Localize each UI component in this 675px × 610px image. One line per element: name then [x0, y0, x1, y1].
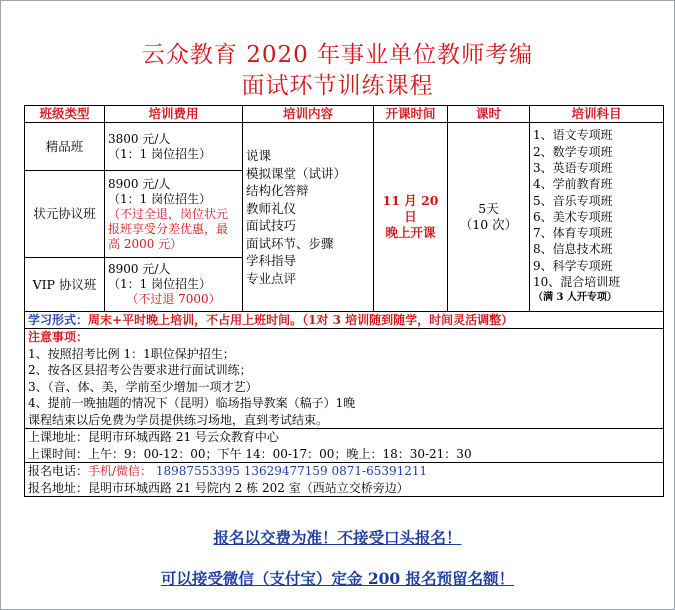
class-name: 状元协议班 — [25, 171, 105, 258]
class-time: 上课时间：上午：9：00-12：00；下午 14：00-17：00；晚上：18：30-21：30 — [28, 446, 472, 461]
header-fee: 培训费用 — [105, 106, 243, 123]
fee-price: 3800 元/人 — [108, 131, 171, 146]
start-time — [374, 123, 448, 312]
subject-item: 1、语文专项班 — [533, 128, 613, 143]
subject-item: 9、科学专项班 — [533, 258, 613, 273]
phone-label: 报名电话： — [28, 464, 89, 478]
footer-link-deposit[interactable]: 可以接受微信（支付宝）定金 200 报名预留名额！ — [160, 569, 515, 588]
fee-price: 8900 元/人 — [108, 176, 171, 191]
fee-slot: （1：1 岗位招生） — [108, 191, 212, 206]
fee-note: （不过全退，岗位状元报班享受分差优惠，最高 2000 元） — [108, 206, 229, 251]
signup-row — [25, 463, 664, 497]
page-subtitle: 面试环节训练课程 — [241, 73, 434, 99]
study-form-text: 周末+平时晚上培训，不占用上班时间。（1对 3 培训随到随学，时间灵活调整） — [88, 313, 514, 327]
signup-phone — [28, 463, 660, 480]
content-item: 专业点评 — [246, 270, 297, 286]
subject-item: 7、体育专项班 — [533, 226, 613, 241]
note-item: 1、按照招考比例 1：1职位保护招生； — [28, 346, 235, 361]
hours-days: 5天 — [478, 201, 499, 216]
subject-item: 6、美术专项班 — [533, 209, 613, 224]
content-item: 结构化答辩 — [246, 183, 309, 198]
class-fee — [105, 123, 243, 171]
training-content — [243, 123, 374, 312]
note-item: 4、提前一晚抽题的情况下（昆明）临场指导教案（稿子）1晚 — [28, 396, 356, 410]
study-form — [25, 312, 664, 329]
header-start-time: 开课时间 — [374, 106, 448, 123]
study-form-row — [25, 312, 664, 329]
header-class-type: 班级类型 — [25, 106, 105, 123]
content-item: 面试技巧 — [246, 218, 297, 233]
header-content: 培训内容 — [243, 106, 374, 123]
notes-section — [25, 329, 664, 429]
header-hours: 课时 — [448, 106, 530, 123]
subject-item: 10、混合培训班 — [533, 275, 621, 290]
notes-row — [25, 329, 664, 429]
note-item: 2、按各区县招考公告要求进行面试训练； — [28, 363, 252, 377]
table-row — [25, 123, 664, 171]
header-subjects: 培训科目 — [530, 106, 664, 123]
subjects-note: （满 3 人开专项） — [533, 292, 617, 304]
schedule-row — [25, 429, 664, 463]
class-hours — [448, 123, 530, 312]
page-title: 云众教育 2020 年事业单位教师考编 — [141, 42, 534, 68]
content-item: 面试环节、步骤 — [246, 235, 334, 251]
phone-kind: 手机/微信： — [88, 464, 153, 478]
content-item: 说课 — [246, 148, 272, 163]
class-address: 上课地址：昆明市环城西路 21 号云众教育中心 — [28, 430, 279, 444]
class-fee — [105, 258, 243, 312]
subject-item: 2、数学专项班 — [533, 144, 613, 159]
start-session: 晚上开课 — [385, 225, 436, 240]
schedule-section — [25, 429, 664, 463]
class-fee — [105, 171, 243, 258]
signup-address: 报名地址：昆明市环城西路 21 号院内 2 栋 202 室（西站立交桥旁边） — [28, 480, 409, 495]
signup-section — [25, 463, 664, 497]
hours-times: （10 次） — [459, 217, 518, 232]
note-item: 3、（音、体、美，学前至少增加一项才艺） — [28, 379, 258, 394]
content-item: 学科指导 — [246, 253, 297, 268]
course-table — [24, 105, 664, 497]
subjects-list — [530, 123, 664, 312]
start-date: 11 月 20 日 — [382, 193, 439, 224]
subject-item: 4、学前教育班 — [533, 177, 613, 192]
content-item: 教师礼仪 — [246, 200, 297, 216]
footer-link-payment[interactable]: 报名以交费为准！不接受口头报名！ — [213, 528, 462, 547]
notes-label: 注意事项： — [28, 330, 89, 344]
fee-slot: （1：1 岗位招生） — [108, 146, 212, 161]
subject-item: 5、音乐专项班 — [533, 193, 613, 208]
phone-numbers: 18987553395 13629477159 0871-65391211 — [155, 464, 428, 478]
subject-item: 8、信息技术班 — [533, 242, 613, 257]
content-item: 模拟课堂（试讲） — [246, 165, 347, 181]
table-header-row — [25, 106, 664, 123]
class-name: 精品班 — [25, 123, 105, 171]
note-item: 课程结束以后免费为学员提供练习场地，直到考试结束。 — [28, 412, 329, 427]
study-form-label: 学习形式： — [28, 313, 89, 327]
class-name: VIP 协议班 — [25, 258, 105, 312]
fee-price: 8900 元/人 — [108, 262, 171, 276]
fee-slot: （1：1 岗位招生） — [108, 277, 212, 291]
fee-note: （不过退 7000） — [126, 292, 221, 306]
subject-item: 3、英语专项班 — [533, 160, 613, 175]
